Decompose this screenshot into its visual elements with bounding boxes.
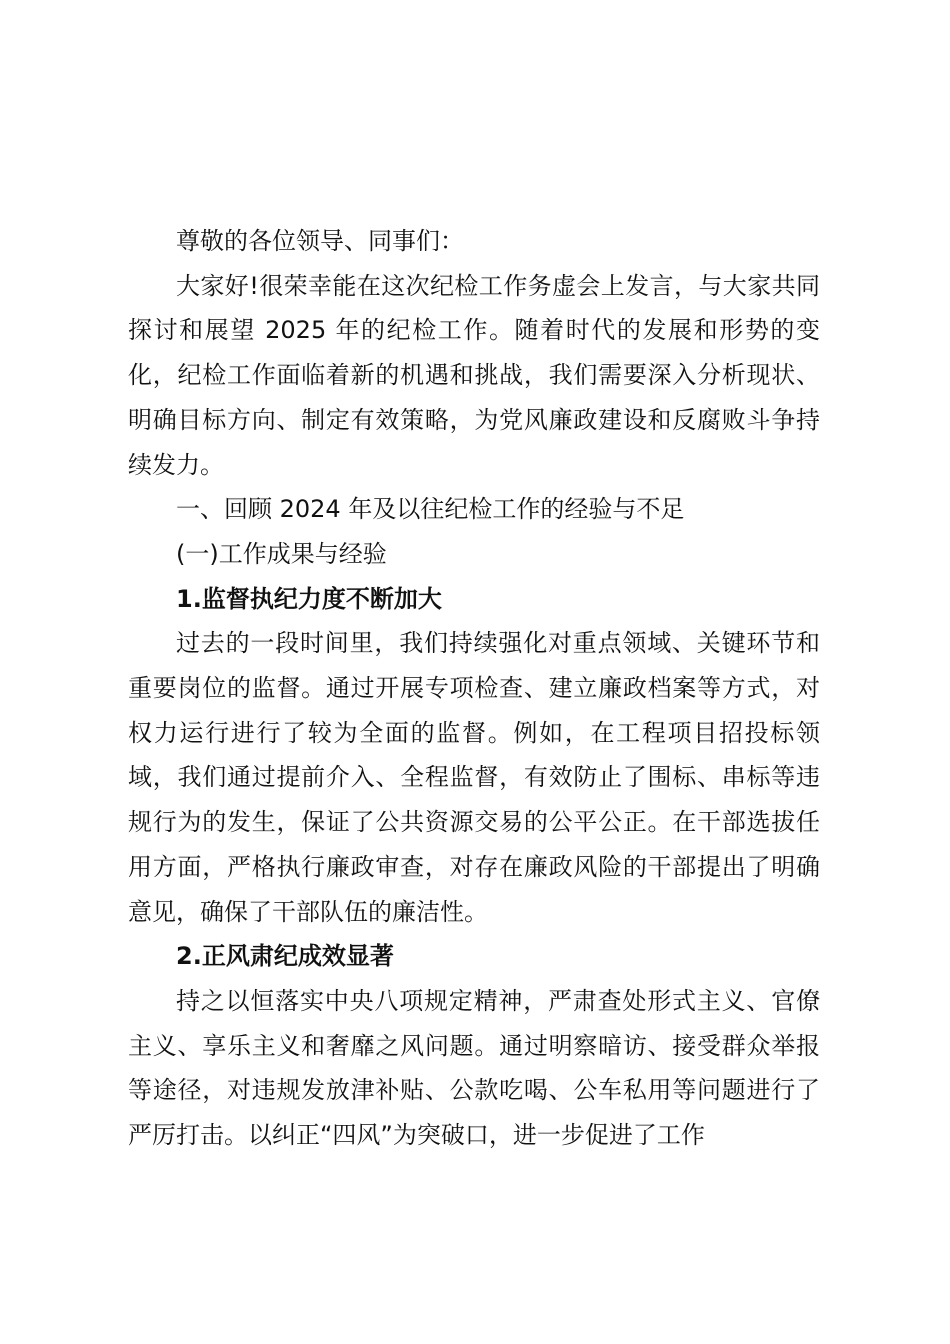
salutation: 尊敬的各位领导、同事们： xyxy=(176,227,464,255)
item-paragraph-2: 持之以恒落实中央八项规定精神，严肃查处形式主义、官僚主义、享乐主义和奢靡之风问题。通过明察暗访、接受群众举报等途径，对违规发放津补贴、公款吃喝、公车私用等问题进行了严厉打击。以纠正“四风”为突破口，进一步促进了工作 xyxy=(128,986,820,1150)
document-body xyxy=(128,219,820,1158)
section-heading: 一、回顾 2024 年及以往纪检工作的经验与不足 xyxy=(176,495,685,524)
item-paragraph-1: 过去的一段时间里，我们持续强化对重点领域、关键环节和重要岗位的监督。通过开展专项检查、建立廉政档案等方式，对权力运行进行了较为全面的监督。例如，在工程项目招投标领域，我们通过提前介入、全程监督，有效防止了围标、串标等违规行为的发生，保证了公共资源交易的公平公正。在干部选拔任用方面，严格执行廉政审查，对存在廉政风险的干部提出了明确意见，确保了干部队伍的廉洁性。 xyxy=(128,629,820,926)
subsection-heading: (一)工作成果与经验 xyxy=(176,539,387,568)
item-heading-1: 1.监督执纪力度不断加大 xyxy=(176,584,442,613)
intro-paragraph: 大家好!很荣幸能在这次纪检工作务虚会上发言，与大家共同探讨和展望 2025 年的纪检工作。随着时代的发展和形势的变化，纪检工作面临着新的机遇和挑战，我们需要深入分析现状、明确目标方向、制定有效策略，为党风廉政建设和反腐败斗争持续发力。 xyxy=(128,271,820,479)
item-heading-2: 2.正风肃纪成效显著 xyxy=(176,942,394,971)
